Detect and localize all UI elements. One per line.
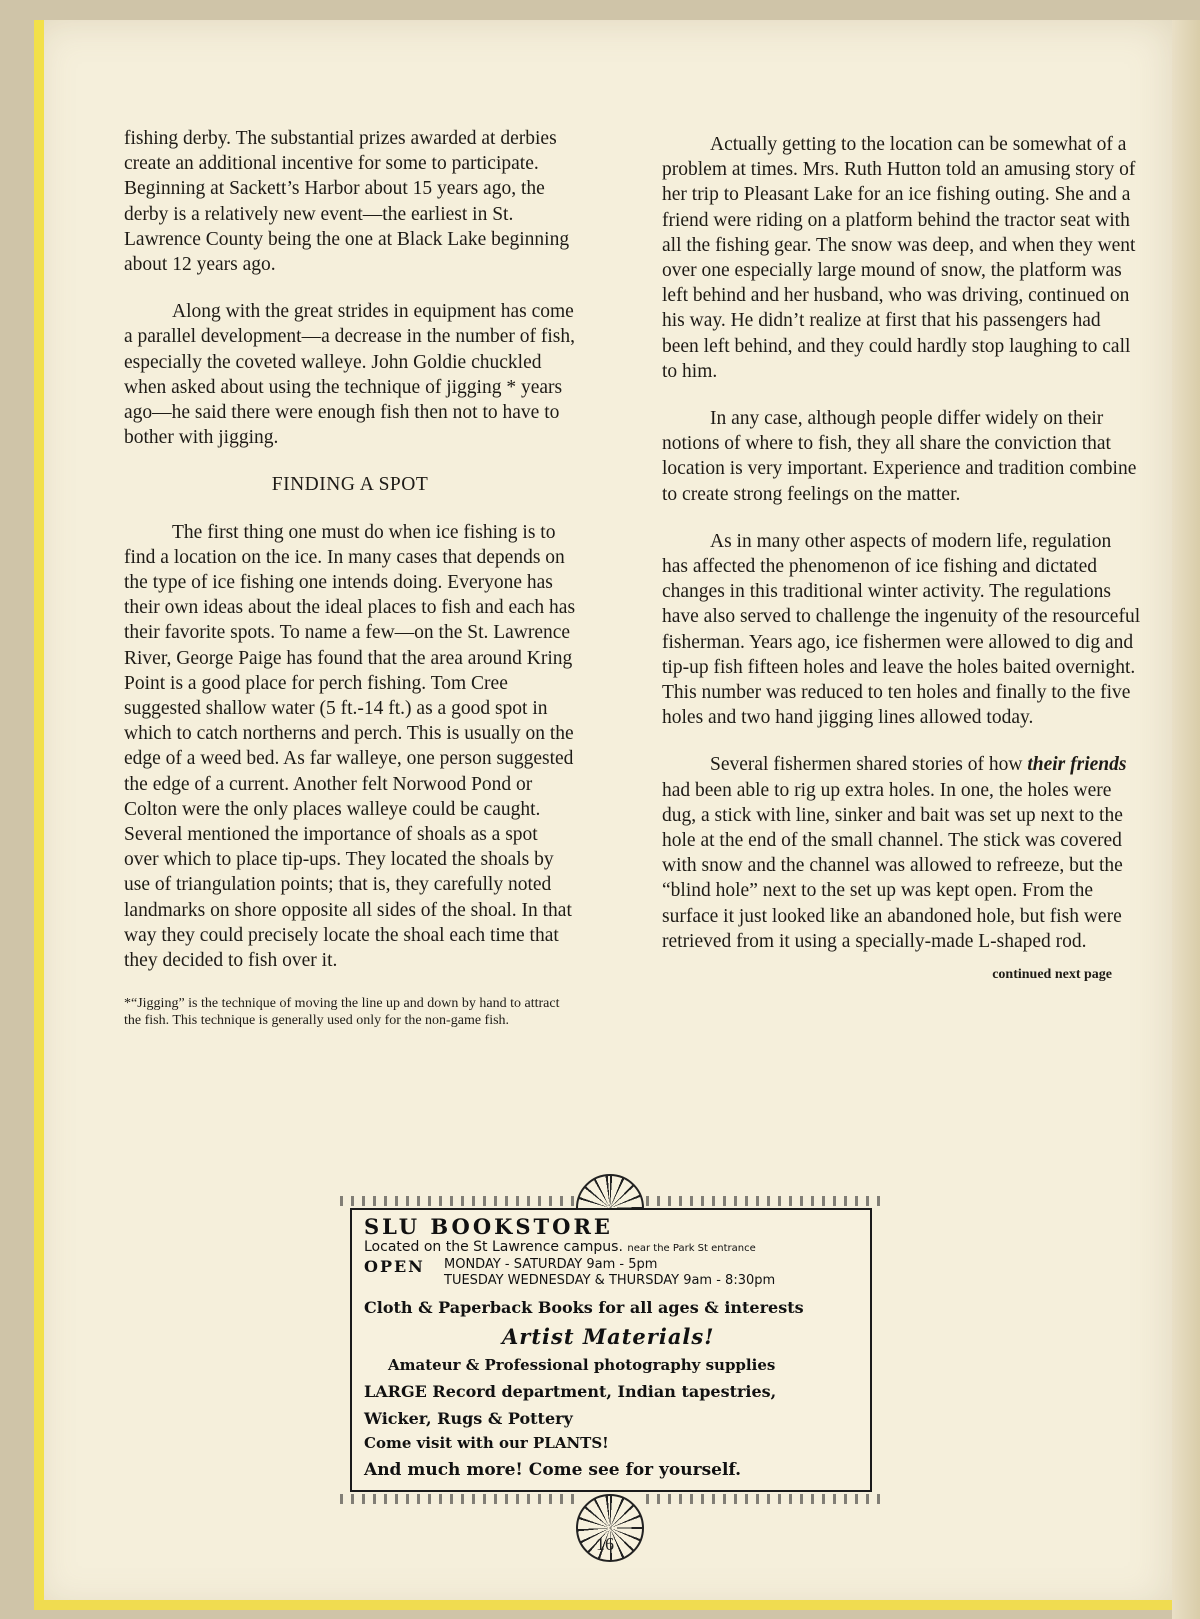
ad-open-label: OPEN [364, 1257, 425, 1276]
ad-frame [350, 1208, 872, 1492]
ad-line: Come visit with our PLANTS! [364, 1434, 609, 1452]
ad-line: And much more! Come see for yourself. [364, 1460, 742, 1480]
ad-line: Amateur & Professional photography supplies [388, 1356, 776, 1374]
ad-line: Artist Materials! [502, 1324, 715, 1349]
continued-note: continued next page [992, 967, 1112, 983]
left-column [124, 126, 576, 1051]
location-text: Located on the St Lawrence campus. [364, 1239, 623, 1255]
paragraph: Along with the great strides in equipment has come a parallel development—a decrease in the number of fish, especially the coveted walleye. John Goldie chuckled when asked about using the technique of jigging * years ago—he said there were enough fish then not to have to bother with jigging. [124, 301, 576, 449]
ad-line: Wicker, Rugs & Pottery [364, 1409, 573, 1428]
bookstore-ad [350, 1208, 872, 1588]
paragraph: fishing derby. The substantial prizes awarded at derbies create an additional incentive for some to participate. Beginning at Sackett’s Harbor about 15 years ago, the derby is a relatively new event—the earliest in St. Lawrence County being the one at Black Lake beginning about 12 years ago. [124, 128, 570, 276]
page-bottom-edge [34, 1600, 1172, 1610]
adjacent-page-edge [1172, 20, 1200, 1619]
paragraph-text: Several fishermen shared stories of how [710, 754, 1028, 776]
location-detail: near the Park St entrance [627, 1243, 756, 1254]
paragraph: The first thing one must do when ice fishing is to find a location on the ice. In many cases that depends on the type of ice fishing one intends doing. Everyone has their own ideas about the ideal places to fish and each has their favorite spots. To name a few—on the St. Lawrence River, George Paige has found that the area around Kring Point is a good place for perch fishing. Tom Cree suggested shallow water (5 ft.-14 ft.) as a good spot in which to catch northerns and perch. This is usually on the edge of a weed bed. As far walleye, one person suggested the edge of a current. Another felt Norwood Pond or Colton were the only places walleye could be caught. Several mentioned the importance of shoals as a spot over which to place tip-ups. They located the shoals by use of triangulation points; that is, they carefully noted landmarks on shore opposite all sides of the shoal. In that way they could precisely locate the shoal each time that they decided to fish over it. [124, 521, 576, 972]
footnote: *“Jigging” is the technique of moving the line up and down by hand to attract the fish. This technique is generally used only for the non-game fish. [124, 996, 560, 1029]
right-column [662, 132, 1142, 1009]
ornamental-border [340, 1494, 576, 1504]
ornamental-border [646, 1494, 882, 1504]
ornamental-border [646, 1196, 882, 1206]
paragraph: Actually getting to the location can be somewhat of a problem at times. Mrs. Ruth Hutton told an amusing story of her trip to Pleasant Lake for an ice fishing outing. She and a friend were riding on a platform behind the tractor seat with all the fishing gear. The snow was deep, and when they went over one especially large mound of snow, the platform was left behind and her husband, who was driving, continued on his way. He didn’t realize at first that his passengers had been left behind, and they could hardly stop laughing to call to him. [662, 134, 1136, 382]
ad-title: SLU BOOKSTORE [364, 1214, 613, 1239]
paragraph [662, 752, 1142, 954]
ad-line: Cloth & Paperback Books for all ages & interests [364, 1298, 804, 1317]
ad-hours: TUESDAY WEDNESDAY & THURSDAY 9am - 8:30pm [444, 1273, 776, 1288]
paragraph-text: had been able to rig up extra holes. In one, the holes were dug, a stick with line, sinker and bait was set up next to the hole at the end of the small channel. The stick was covered with snow and the channel was allowed to refreeze, but the “blind hole” next to the set up was kept open. From the surface it just looked like an abandoned hole, but fish were retrieved from it using a specially-made L-shaped rod. [662, 779, 1123, 952]
ad-location [364, 1239, 756, 1255]
paragraph: In any case, although people differ widely on their notions of where to fish, they all share the conviction that location is very important. Experience and tradition combine to create strong feelings on the matter. [662, 408, 1137, 505]
page-stack-edge [34, 20, 44, 1610]
ad-hours: MONDAY - SATURDAY 9am - 5pm [444, 1257, 658, 1272]
paragraph: As in many other aspects of modern life, regulation has affected the phenomenon of ice fishing and dictated changes in this traditional winter activity. The regulations have also served to challenge the ingenuity of the resourceful fisherman. Years ago, ice fishermen were allowed to dig and tip-up fish fifteen holes and leave the holes baited overnight. This number was reduced to ten holes and finally to the five holes and two hand jigging lines allowed today. [662, 530, 1141, 729]
ornamental-border [340, 1196, 576, 1206]
section-heading: FINDING A SPOT [271, 474, 429, 496]
ad-line: LARGE Record department, Indian tapestries, [364, 1382, 777, 1401]
emphasis-text: their friends [1027, 754, 1127, 776]
page-number: 16 [596, 1534, 614, 1554]
